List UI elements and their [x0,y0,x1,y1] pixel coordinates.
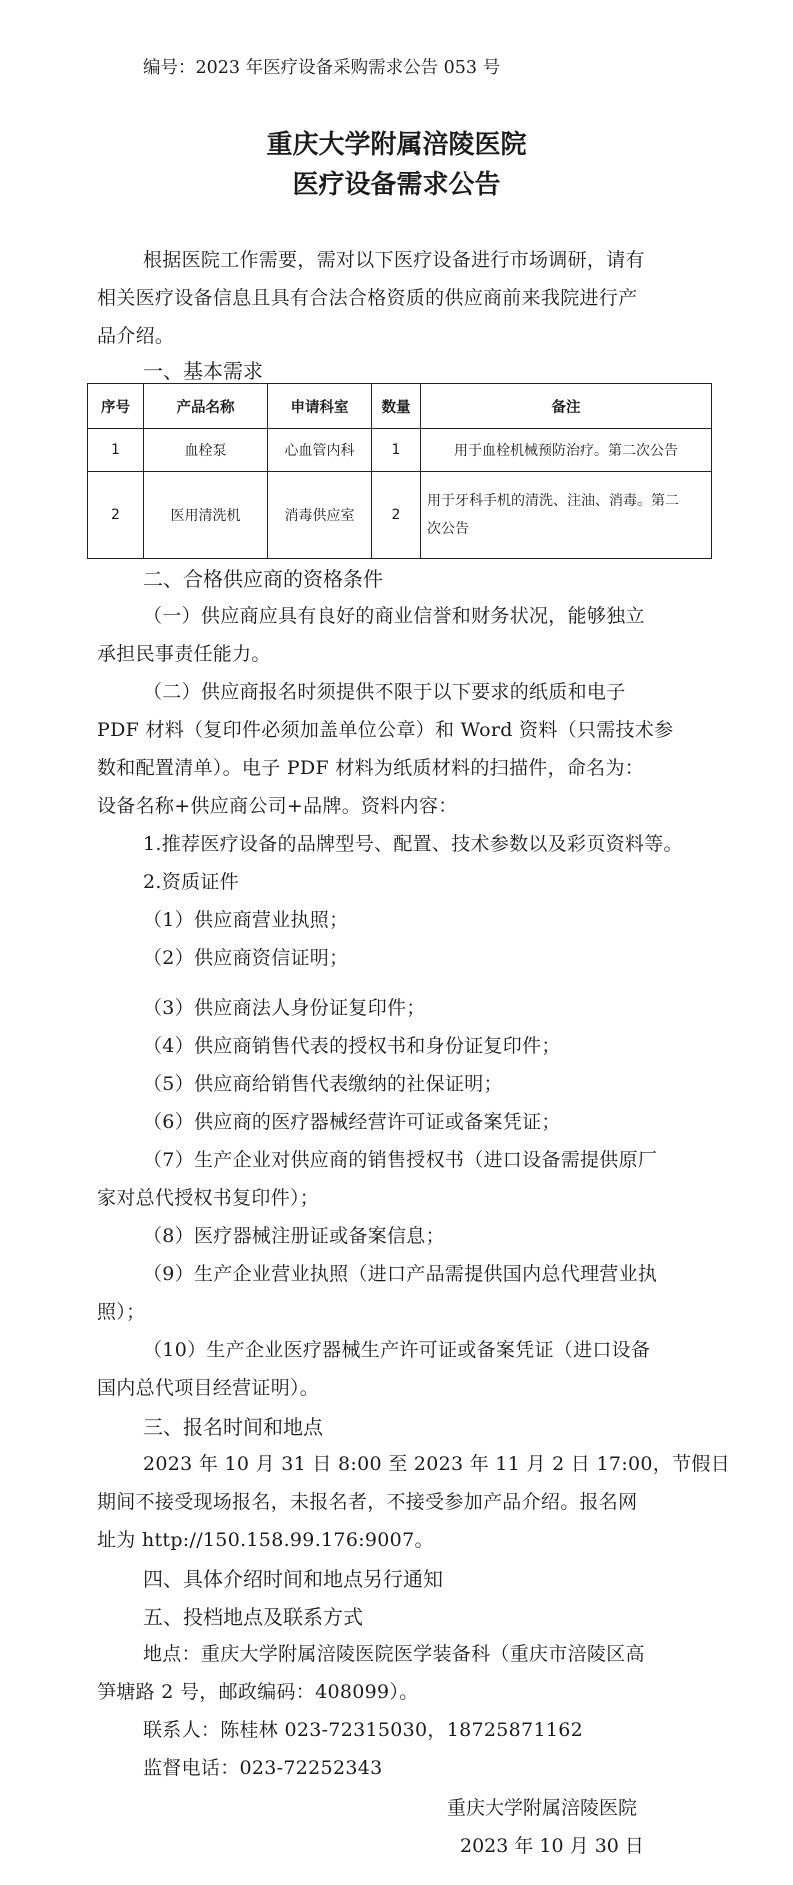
body-line: （9）生产企业营业执照（进口产品需提供国内总代理营业执 [143,1263,658,1285]
body-line: 监督电话：023-72252343 [143,1757,383,1779]
body-line: 承担民事责任能力。 [97,643,271,665]
signature-date: 2023 年 10 月 30 日 [460,1835,644,1857]
section-heading: 四、具体介绍时间和地点另行通知 [143,1567,443,1591]
body-line: （7）生产企业对供应商的销售授权书（进口设备需提供原厂 [143,1149,658,1171]
body-line: 址为 http://150.158.99.176:9007。 [97,1529,434,1551]
table-header: 序号 [88,384,144,429]
document-number: 编号：2023 年医疗设备采购需求公告 053 号 [143,58,501,78]
section-heading: 一、基本需求 [143,359,263,383]
intro-line: 相关医疗设备信息且具有合法合格资质的供应商前来我院进行产 [97,287,638,309]
table-header: 备注 [421,384,712,429]
table-cell: 用于血栓机械预防治疗。第二次公告 [421,429,712,472]
body-line: 家对总代授权书复印件）； [97,1187,320,1209]
body-line: 笋塘路 2 号，邮政编码：408099）。 [97,1681,419,1703]
table-cell: 2 [88,472,144,559]
intro-line: 品介绍。 [97,325,175,347]
intro-line: 根据医院工作需要，需对以下医疗设备进行市场调研，请有 [143,249,645,271]
note-line: 次公告 [427,521,469,537]
table-row [88,472,712,559]
table-header-row [88,384,712,429]
table-cell [421,472,712,559]
table-cell: 2 [372,472,421,559]
requirements-table [87,383,712,559]
body-line: （8）医疗器械注册证或备案信息； [143,1225,445,1247]
signature-org: 重庆大学附属涪陵医院 [447,1797,638,1819]
body-line: 设备名称+供应商公司+品牌。资料内容： [97,795,458,817]
table-cell: 血栓泵 [144,429,268,472]
body-line: 地点：重庆大学附属涪陵医院医学装备科（重庆市涪陵区高 [143,1643,645,1665]
body-line: 照）； [97,1301,146,1323]
body-line: （2）供应商资信证明； [143,947,349,969]
body-line: （10）生产企业医疗器械生产许可证或备案凭证（进口设备 [143,1339,651,1361]
body-line: 数和配置清单）。电子 PDF 材料为纸质材料的扫描件，命名为： [97,757,645,779]
body-line: （4）供应商销售代表的授权书和身份证复印件； [143,1035,561,1057]
body-line: （3）供应商法人身份证复印件； [143,997,426,1019]
body-line: （1）供应商营业执照； [143,909,349,931]
body-line: 1.推荐医疗设备的品牌型号、配置、技术参数以及彩页资料等。 [143,833,683,855]
table-cell: 心血管内科 [268,429,372,472]
table-cell: 1 [88,429,144,472]
section-heading: 三、报名时间和地点 [143,1415,323,1439]
table-header: 产品名称 [144,384,268,429]
body-line: （二）供应商报名时须提供不限于以下要求的纸质和电子 [143,681,626,703]
body-line: 2.资质证件 [143,871,239,893]
table-header: 申请科室 [268,384,372,429]
document-title-line1: 重庆大学附属涪陵医院 [266,130,527,160]
body-line: 期间不接受现场报名，未报名者，不接受参加产品介绍。报名网 [97,1491,638,1513]
table-cell: 1 [372,429,421,472]
document-title-line2: 医疗设备需求公告 [292,170,501,200]
table-header: 数量 [372,384,421,429]
body-line: （一）供应商应具有良好的商业信誉和财务状况，能够独立 [143,605,645,627]
body-line: 2023 年 10 月 31 日 8:00 至 2023 年 11 月 2 日 17:00，节假日 [143,1453,731,1475]
table-cell: 医用清洗机 [144,472,268,559]
note-line: 用于牙科手机的清洗、注油、消毒。第二 [427,493,679,509]
table-cell: 消毒供应室 [268,472,372,559]
section-heading: 二、合格供应商的资格条件 [143,567,383,591]
body-line: 国内总代项目经营证明）。 [97,1377,320,1399]
body-line: （5）供应商给销售代表缴纳的社保证明； [143,1073,503,1095]
section-heading: 五、投档地点及联系方式 [143,1605,363,1629]
body-line: PDF 材料（复印件必须加盖单位公章）和 Word 资料（只需技术参 [97,719,674,741]
table-row [88,429,712,472]
body-line: 联系人：陈桂林 023-72315030，18725871162 [143,1719,584,1741]
body-line: （6）供应商的医疗器械经营许可证或备案凭证； [143,1111,561,1133]
